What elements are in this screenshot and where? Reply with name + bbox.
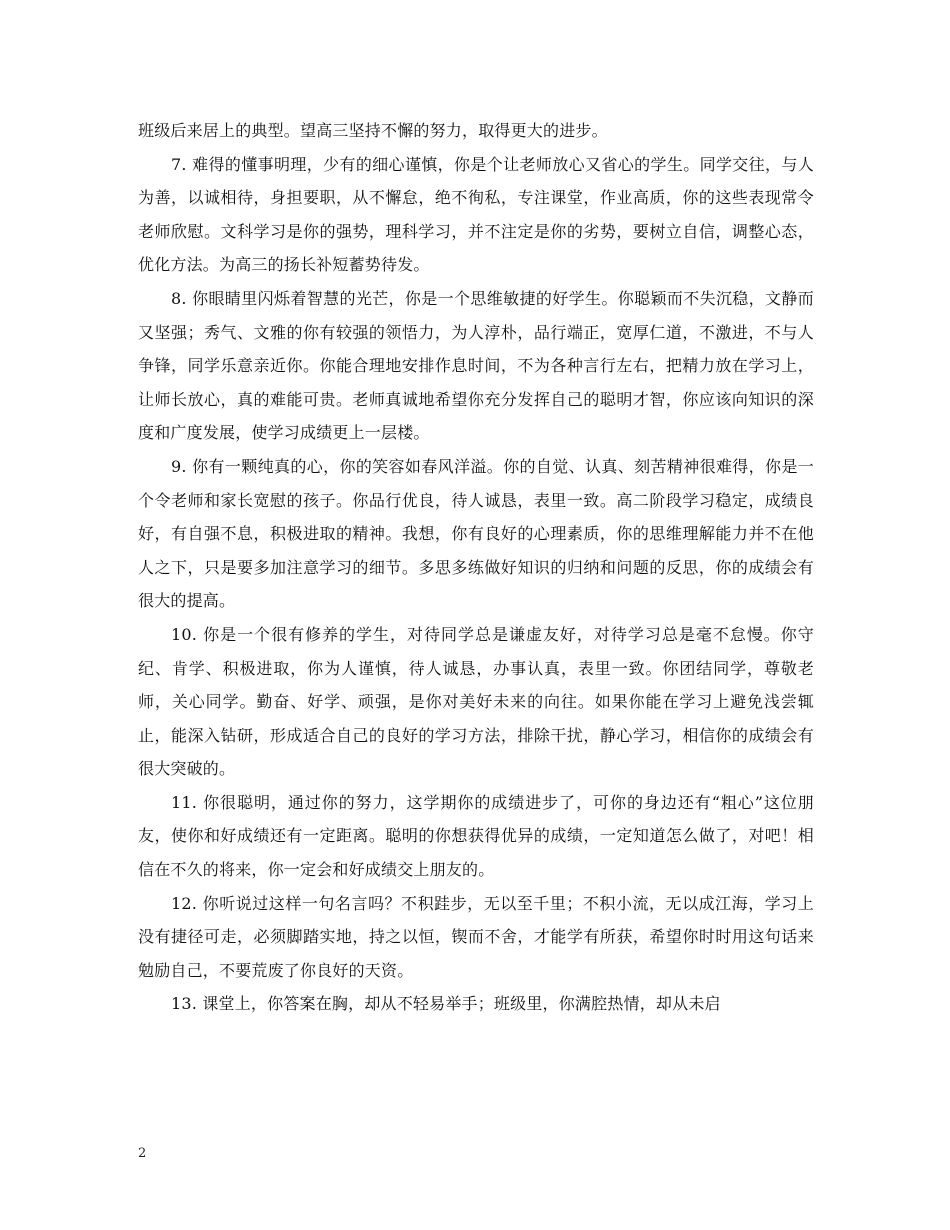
page-number: 2	[138, 1146, 147, 1161]
paragraph-continuation: 班级后来居上的典型。望高三坚持不懈的努力，取得更大的进步。	[138, 121, 608, 140]
document-body	[138, 114, 814, 1021]
paragraph-comment-9: 9. 你有一颗纯真的心，你的笑容如春风洋溢。你的自觉、认真、刻苦精神很难得，你是一个令老师和家长宽慰的孩子。你品行优良，待人诚恳，表里一致。高二阶段学习稳定，成绩良好，有自强不息，积极进取的精神。我想，你有良好的心理素质，你的思维理解能力并不在他人之下，只是要多加注意学习的细节。多思多练做好知识的归纳和问题的反思，你的成绩会有很大的提高。	[138, 456, 814, 611]
paragraph-comment-12: 12. 你听说过这样一句名言吗？不积跬步，无以至千里；不积小流，无以成江海，学习上没有捷径可走，必须脚踏实地，持之以恒，锲而不舍，才能学有所获，希望你时时用这句话来勉励自己，不要荒废了你良好的天资。	[138, 893, 814, 980]
paragraph-comment-13: 13. 课堂上，你答案在胸，却从不轻易举手；班级里，你满腔热情，却从未启	[171, 994, 721, 1014]
paragraph-comment-10: 10. 你是一个很有修养的学生，对待同学总是谦虚友好，对待学习总是毫不怠慢。你守纪、肯学、积极进取，你为人谨慎，待人诚恳，办事认真，表里一致。你团结同学，尊敬老师，关心同学。勤奋、好学、顽强，是你对美好未来的向往。如果你能在学习上避免浅尝辄止，能深入钻研，形成适合自己的良好的学习方法，排除干扰，静心学习，相信你的成绩会有很大突破的。	[138, 624, 814, 779]
paragraph-comment-11: 11. 你很聪明，通过你的努力，这学期你的成绩进步了，可你的身边还有“粗心”这位朋友，使你和好成绩还有一定距离。聪明的你想获得优异的成绩，一定知道怎么做了，对吧！相信在不久的将来，你一定会和好成绩交上朋友的。	[138, 792, 814, 880]
paragraph-comment-8: 8. 你眼睛里闪烁着智慧的光芒，你是一个思维敏捷的好学生。你聪颖而不失沉稳，文静而又坚强；秀气、文雅的你有较强的领悟力，为人淳朴，品行端正，宽厚仁道，不激进，不与人争锋，同学乐意亲近你。你能合理地安排作息时间，不为各种言行左右，把精力放在学习上，让师长放心，真的难能可贵。老师真诚地希望你充分发挥自己的聪明才智，你应该向知识的深度和广度发展，使学习成绩更上一层楼。	[138, 288, 814, 443]
paragraph-comment-7: 7. 难得的懂事明理，少有的细心谨慎，你是个让老师放心又省心的学生。同学交往，与人为善，以诚相待，身担要职，从不懈怠，绝不徇私，专注课堂，作业高质，你的这些表现常令老师欣慰。文科学习是你的强势，理科学习，并不注定是你的劣势，要树立自信，调整心态，优化方法。为高三的扬长补短蓄势待发。	[138, 154, 814, 275]
